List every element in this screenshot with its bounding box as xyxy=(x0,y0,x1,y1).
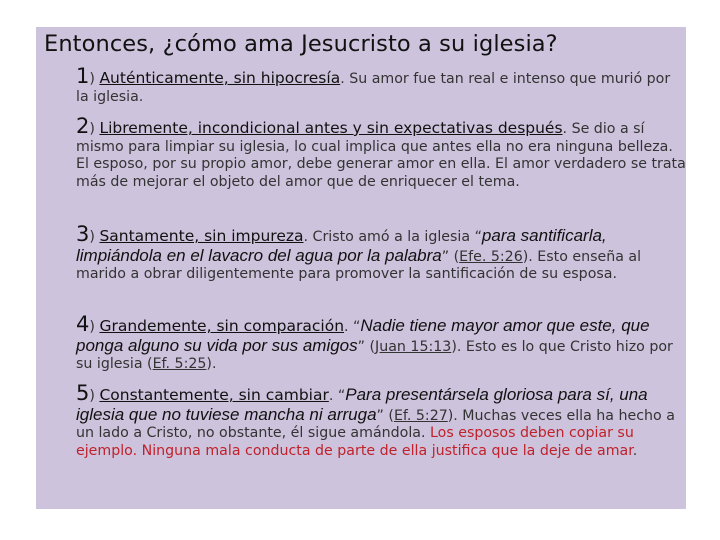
point-number: 5 xyxy=(76,381,90,405)
bible-quote: Nadie tiene mayor amor que este, que ponga alguno su vida por sus amigos xyxy=(76,316,650,355)
point-2: 2) Libremente, incondicional antes y sin expectativas después. Se dio a sí mismo para limpiar su iglesia, lo cual implica que antes ella no era ninguna belleza. El esposo, por su propio amor, debe generar amor en ella. El amor verdadero se trata más de mejorar el objeto del amor que de enriquecer el tema. xyxy=(76,114,686,190)
bible-reference: Juan 15:13 xyxy=(375,338,452,355)
slide-title: Entonces, ¿cómo ama Jesucristo a su iglesia? xyxy=(44,31,558,57)
point-heading: Auténticamente, sin hipocresía xyxy=(99,69,341,87)
bible-reference: Efe. 5:26 xyxy=(459,248,523,265)
point-number: 3 xyxy=(76,222,90,246)
bible-reference: Ef. 5:25 xyxy=(152,356,207,372)
point-text: . Se dio a sí mismo para limpiar su iglesia, lo cual implica que antes ella no era ninguna belleza. El esposo, por su propio amor, debe generar amor en ella. El amor verdadero se trata más de mejorar el objeto del amor que de enriquecer el tema. xyxy=(76,121,686,190)
point-text: ). Muchas veces ella ha hecho a un lado a Cristo, no obstante, él sigue amándola. xyxy=(76,407,675,441)
point-number: 4 xyxy=(76,312,90,336)
bible-quote: Para presentársela gloriosa para sí, una iglesia que no tuviese mancha ni arruga xyxy=(76,385,648,424)
point-text: ). Esto enseña al marido a obrar diligentemente para promover la santificación de su esposa. xyxy=(76,248,642,282)
point-text: ). Esto es lo que Cristo hizo por su iglesia ( xyxy=(76,338,673,372)
point-4: 4) Grandemente, sin comparación. “Nadie tiene mayor amor que este, que ponga alguno su vida por sus amigos” (Juan 15:13). Esto es lo que Cristo hizo por su iglesia (Ef. 5:25). xyxy=(76,312,673,372)
point-1: 1) Auténticamente, sin hipocresía. Su amor fue tan real e intenso que murió por la iglesia. xyxy=(76,64,671,105)
point-3: 3) Santamente, sin impureza. Cristo amó a la iglesia “para santificarla, limpiándola en el lavacro del agua por la palabra” (Efe. 5:26). Esto enseña al marido a obrar diligentemente para promover la santificación de su esposa. xyxy=(76,222,642,282)
point-heading: Grandemente, sin comparación xyxy=(99,317,345,335)
point-5: 5) Constantemente, sin cambiar. “Para presentársela gloriosa para sí, una iglesia que no tuviese mancha ni arruga” (Ef. 5:27). Muchas veces ella ha hecho a un lado a Cristo, no obstante, él sigue amándola. Los esposos deben copiar su ejemplo. Ninguna mala conducta de parte de ella justifica que la deje de amar. xyxy=(76,381,675,459)
point-heading: Libremente, incondicional antes y sin expectativas después xyxy=(99,119,563,137)
point-heading: Santamente, sin impureza xyxy=(99,227,304,245)
point-text: . Su amor fue tan real e intenso que murió por la iglesia. xyxy=(76,71,671,105)
highlighted-text: Los esposos deben copiar su ejemplo. Ninguna mala conducta de parte de ella justifica que la deje de amar xyxy=(76,425,634,459)
point-number: 2 xyxy=(76,114,90,138)
point-number: 1 xyxy=(76,64,90,88)
bible-reference: Ef. 5:27 xyxy=(393,407,448,424)
point-heading: Constantemente, sin cambiar xyxy=(99,386,329,404)
bible-quote: para santificarla, limpiándola en el lavacro del agua por la palabra xyxy=(76,226,607,265)
